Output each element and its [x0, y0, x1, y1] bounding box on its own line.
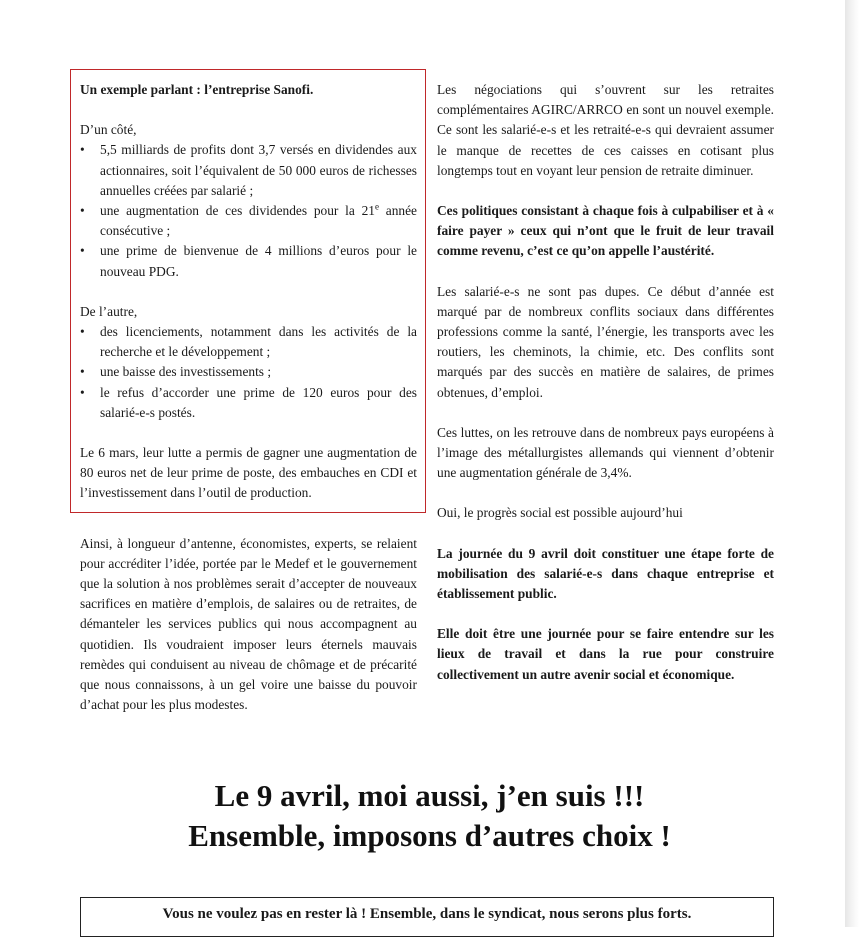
paragraph-austerite: Ces politiques consistant à chaque fois à culpabiliser et à « faire payer » ceux qui n’ont que le fruit de leur travail comme revenu, c’est ce qu’on appelle l’austérité. — [437, 203, 774, 259]
list-item: • une baisse des investissements ; — [80, 362, 417, 382]
right-column — [437, 80, 774, 685]
list-item: • une augmentation de ces dividendes pour la 21e année consécutive ; — [80, 201, 417, 241]
box-title: Un exemple parlant : l’entreprise Sanofi. — [80, 82, 314, 97]
headline — [0, 776, 859, 856]
list-item: • le refus d’accorder une prime de 120 euros pour des salarié-e-s postés. — [80, 383, 417, 423]
side1-list — [80, 140, 417, 281]
left-column — [80, 80, 417, 715]
headline-line-1: Le 9 avril, moi aussi, j’en suis !!! — [214, 778, 645, 813]
side2-list — [80, 322, 417, 423]
box-conclusion: Le 6 mars, leur lutte a permis de gagner une augmentation de 80 euros net de leur prime de poste, des embauches en CDI et l’investissement dans l’outil de production. — [80, 445, 417, 501]
headline-line-2: Ensemble, imposons d’autres choix ! — [188, 818, 671, 853]
list-item: • 5,5 milliards de profits dont 3,7 versés en dividendes aux actionnaires, soit l’équivalent de 50 000 euros de richesses annuelles créées par salarié ; — [80, 140, 417, 201]
paragraph-retraites: Les négociations qui s’ouvrent sur les retraites complémentaires AGIRC/ARRCO en sont un nouvel exemple. Ce sont les salarié-e-s et les retraité-e-s qui devraient assumer le manque de recettes de ces caisses en cotisant plus longtemps tout en voyant leur pension de retraite diminuer. — [437, 82, 774, 178]
paragraph-conflits: Les salarié-e-s ne sont pas dupes. Ce début d’année est marqué par de nombreux conflits sociaux dans différentes professions comme la santé, l’énergie, les transports avec les routiers, les cheminots, la chimie, etc. Des conflits sont marqués par des succès en matière de salaires, de primes obtenues, d’emploi. — [437, 283, 774, 400]
paragraph-luttes: Ces luttes, on les retrouve dans de nombreux pays européens à l’image des métallurgistes allemands qui viennent d’obtenir une augmentation générale de 3,4%. — [437, 424, 774, 481]
paragraph-journee: Elle doit être une journée pour se faire entendre sur les lieux de travail et dans la rue pour construire collectivement un autre avenir social et économique. — [437, 626, 774, 682]
list-item: • des licenciements, notamment dans les activités de la recherche et le développement ; — [80, 322, 417, 362]
paragraph-progres: Oui, le progrès social est possible aujourd’hui — [437, 505, 683, 521]
side1-intro: D’un côté, — [80, 122, 137, 138]
list-item: • une prime de bienvenue de 4 millions d’euros pour le nouveau PDG. — [80, 241, 417, 281]
left-paragraph: Ainsi, à longueur d’antenne, économistes, experts, se relaient pour accréditer l’idée, portée par le Medef et le gouvernement que la solution à nos problèmes serait d’accepter de nouveaux sacrifices en matière d’emplois, de salaires ou de retraites, de démanteler les services publics qui nous accompagnent au quotidien. Ils voudraient imposer leurs éternels mauvais remèdes qui conduisent au niveau de chômage et de précarité que nous connaissons, à un gel voire une baisse du pouvoir d’achat pour les plus modestes. — [80, 535, 417, 713]
paragraph-9-avril: La journée du 9 avril doit constituer une étape forte de mobilisation des salarié-e-s dans chaque entreprise et établissement public. — [437, 545, 774, 602]
footer-banner: Vous ne voulez pas en rester là ! Ensemble, dans le syndicat, nous serons plus forts. — [80, 897, 774, 937]
side2-intro: De l’autre, — [80, 303, 138, 319]
